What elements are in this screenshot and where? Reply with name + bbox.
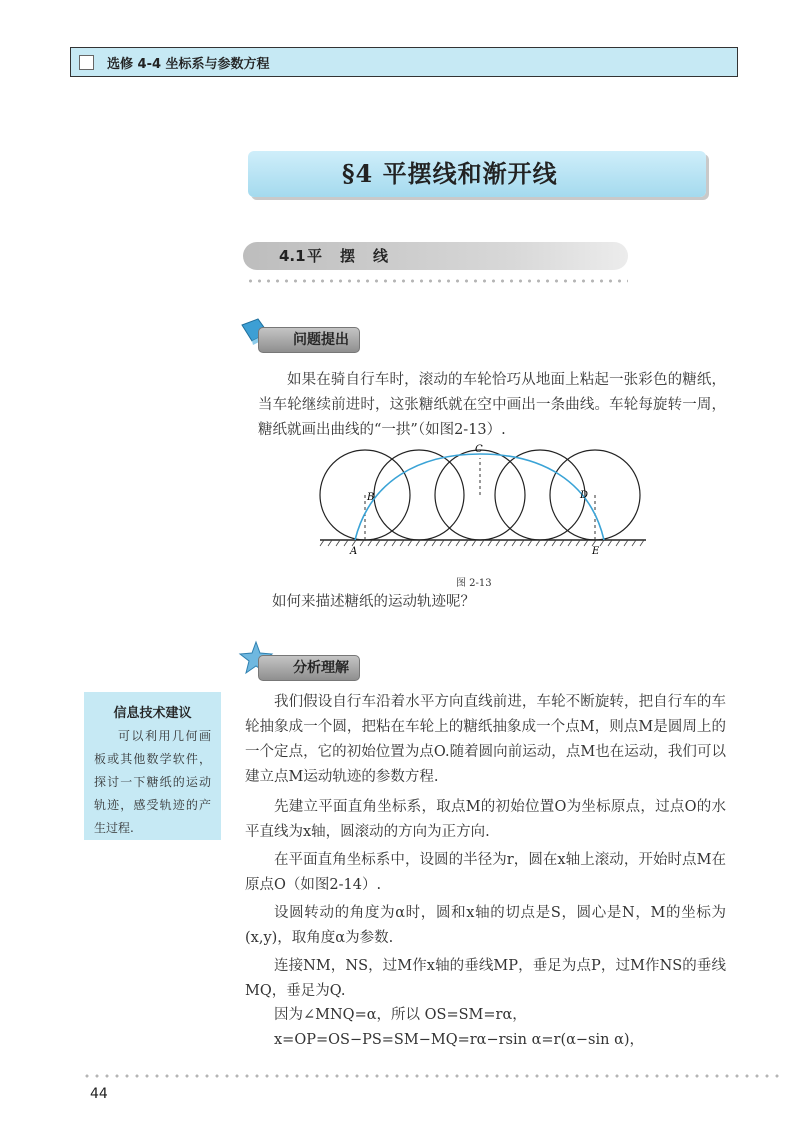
figure-caption: 图 2-13 bbox=[456, 578, 492, 589]
sidebar-body: 可以利用几何画板或其他数学软件，探讨一下糖纸的运动轨迹，感受轨迹的产生过程. bbox=[94, 729, 211, 835]
chapter-header-text: 选修 4-4 坐标系与参数方程 bbox=[107, 57, 270, 72]
point-label-a: A bbox=[350, 546, 358, 557]
analysis-paragraph-1: 我们假设自行车沿着水平方向直线前进，车轮不断旋转，把自行车的车轮抽象成一个圆，把粘在车轮上的糖纸抽象成一个点M，则点M是圆周上的一个定点，它的初始位置为点O.随着圆向前运动，点M也在运动，我们可以建立点M运动轨迹的参数方程. bbox=[245, 694, 726, 785]
figure-circle-2 bbox=[374, 450, 464, 540]
analysis-paragraph-5: 连接NM，NS，过M作x轴的垂线MP，垂足为点P，过M作NS的垂线MQ，垂足为Q. bbox=[245, 958, 726, 999]
page-number: 44 bbox=[90, 1086, 108, 1102]
subsection-title: 平摆线 bbox=[307, 247, 407, 265]
analysis-paragraph-4: 设圆转动的角度为α时，圆和x轴的切点是S，圆心是N，M的坐标为(x,y)，取角度α为参数. bbox=[245, 905, 726, 946]
chapter-header bbox=[70, 47, 738, 77]
subsection-number: 4.1 bbox=[279, 247, 306, 265]
header-square-icon bbox=[79, 55, 94, 70]
dotted-divider bbox=[246, 279, 628, 283]
point-label-c: C bbox=[475, 444, 483, 455]
subsection-heading bbox=[243, 242, 628, 270]
point-label-b: B bbox=[367, 492, 375, 503]
cycloid-curve bbox=[355, 454, 604, 540]
point-label-d: D bbox=[580, 490, 589, 501]
cycloid-figure bbox=[310, 440, 652, 560]
problem-label: 问题提出 bbox=[258, 327, 360, 353]
question-text: 如何来描述糖纸的运动轨迹呢？ bbox=[272, 594, 475, 610]
analysis-paragraph-3: 在平面直角坐标系中，设圆的半径为r，圆在x轴上滚动，开始时点M在原点O（如图2-14）. bbox=[245, 852, 726, 893]
analysis-paragraph-2: 先建立平面直角坐标系，取点M的初始位置O为坐标原点，过点O的水平直线为x轴，圆滚动的方向为正方向. bbox=[245, 799, 726, 840]
sidebar-title: 信息技术建议 bbox=[113, 706, 192, 721]
footer-divider bbox=[82, 1074, 782, 1078]
figure-circle-4 bbox=[495, 450, 585, 540]
intro-paragraph: 如果在骑自行车时，滚动的车轮恰巧从地面上粘起一张彩色的糖纸，当车轮继续前进时，这张糖纸就在空中画出一条曲线。车轮每旋转一周，糖纸就画出曲线的“一拱”（如图2-13）. bbox=[258, 372, 726, 438]
info-tech-sidebar bbox=[84, 692, 221, 840]
analysis-label: 分析理解 bbox=[258, 655, 360, 681]
equation-1: 因为∠MNQ=α，所以 OS=SM=rα， bbox=[274, 1007, 527, 1023]
equation-2: x=OP=OS−PS=SM−MQ=rα−rsin α=r(α−sin α)， bbox=[274, 1032, 645, 1048]
point-label-e: E bbox=[592, 546, 600, 557]
section-title: §4 平摆线和渐开线 bbox=[248, 151, 706, 197]
